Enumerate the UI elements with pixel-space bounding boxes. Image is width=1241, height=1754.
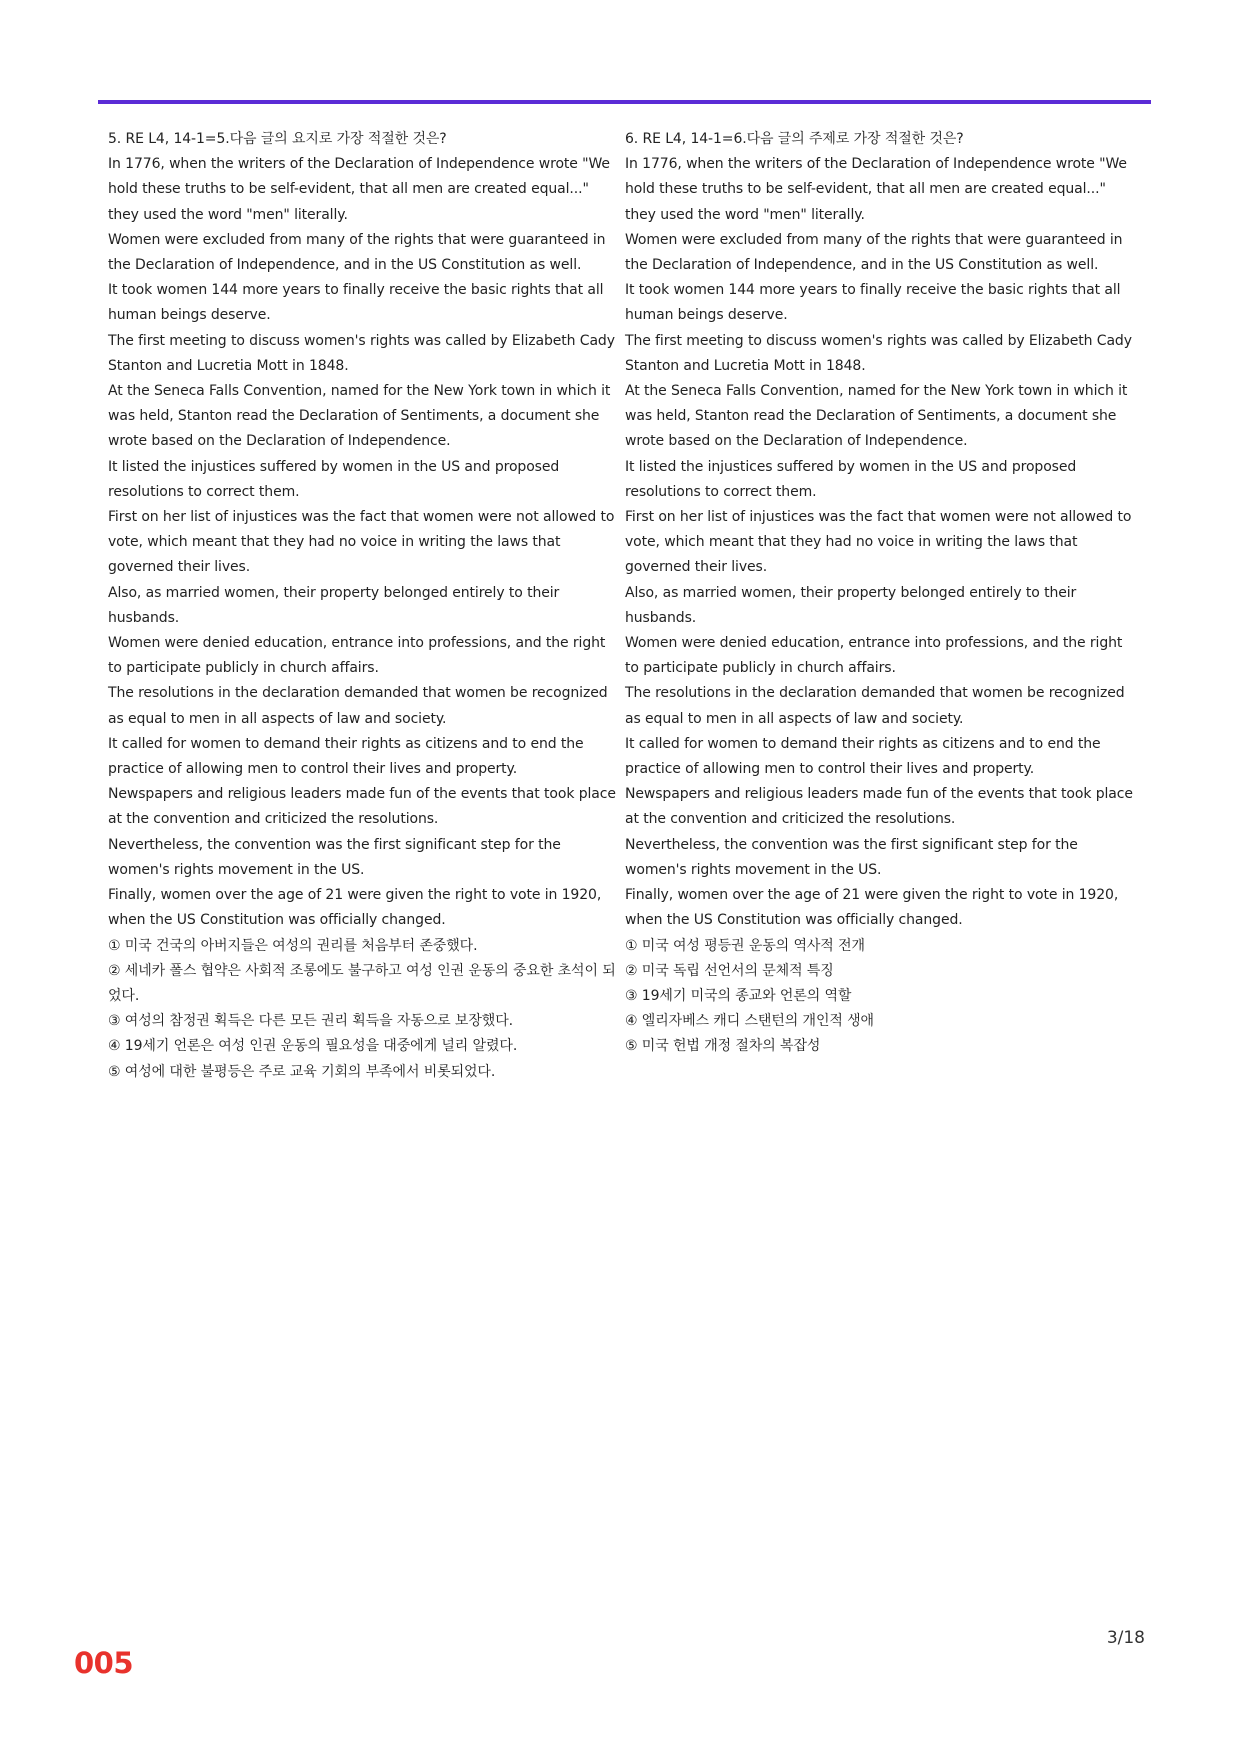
top-divider <box>98 100 1151 104</box>
passage-sentence: At the Seneca Falls Convention, named for the New York town in which it was held, Stanton read the Declaration of Sentiments, a document she wrote based on the Declaration of Independence. <box>625 383 1128 450</box>
passage-sentence: Nevertheless, the convention was the first significant step for the women's rights movement in the US. <box>625 836 1078 878</box>
passage-sentence: The first meeting to discuss women's rights was called by Elizabeth Cady Stanton and Lucretia Mott in 1848. <box>625 332 1132 374</box>
passage-sentence: Women were denied education, entrance into professions, and the right to participate publicly in church affairs. <box>625 635 1123 677</box>
answer-option: ② 세네카 폴스 협약은 사회적 조롱에도 불구하고 여성 인권 운동의 중요한 초석이 되었다. <box>108 962 616 1004</box>
passage-sentence: It took women 144 more years to finally receive the basic rights that all human beings deserve. <box>625 282 1121 324</box>
answer-option: ⑤ 미국 헌법 개정 절차의 복잡성 <box>625 1038 821 1055</box>
passage-sentence: The resolutions in the declaration demanded that women be recognized as equal to men in all aspects of law and society. <box>108 685 608 727</box>
passage-sentence: First on her list of injustices was the fact that women were not allowed to vote, which meant that they had no voice in writing the laws that governed their lives. <box>108 509 615 576</box>
answer-option: ④ 엘리자베스 캐디 스탠턴의 개인적 생애 <box>625 1013 874 1030</box>
passage-sentence: Women were denied education, entrance into professions, and the right to participate publicly in church affairs. <box>108 635 606 677</box>
page-code-label: 005 <box>74 1646 134 1680</box>
question-title: 6. RE L4, 14-1=6.다음 글의 주제로 가장 적절한 것은? <box>625 131 964 147</box>
passage-sentence: Women were excluded from many of the rights that were guaranteed in the Declaration of Independence, and in the US Constitution as well. <box>625 231 1123 274</box>
answer-option: ④ 19세기 언론은 여성 인권 운동의 필요성을 대중에게 널리 알렸다. <box>108 1038 518 1055</box>
passage-sentence: In 1776, when the writers of the Declaration of Independence wrote "We hold these truths to be self-evident, that all men are created equal..." they used the word "men" literally. <box>108 156 610 223</box>
passage-sentence: Newspapers and religious leaders made fun of the events that took place at the convention and criticized the resolutions. <box>108 786 616 828</box>
question-title: 5. RE L4, 14-1=5.다음 글의 요지로 가장 적절한 것은? <box>108 131 447 147</box>
passage-sentence: Newspapers and religious leaders made fun of the events that took place at the convention and criticized the resolutions. <box>625 786 1133 828</box>
answer-option: ⑤ 여성에 대한 불평등은 주로 교육 기회의 부족에서 비롯되었다. <box>108 1063 496 1080</box>
passage-sentence: Women were excluded from many of the rights that were guaranteed in the Declaration of Independence, and in the US Constitution as well. <box>108 231 606 274</box>
answer-option: ② 미국 독립 선언서의 문체적 특징 <box>625 962 834 979</box>
question-6-column <box>625 127 1137 1060</box>
passage-sentence: At the Seneca Falls Convention, named for the New York town in which it was held, Stanton read the Declaration of Sentiments, a document she wrote based on the Declaration of Independence. <box>108 383 611 450</box>
passage-sentence: Finally, women over the age of 21 were given the right to vote in 1920, when the US Constitution was officially changed. <box>108 887 602 929</box>
answer-option: ① 미국 여성 평등권 운동의 역사적 전개 <box>625 937 865 954</box>
passage-sentence: Nevertheless, the convention was the first significant step for the women's rights movement in the US. <box>108 836 561 878</box>
answer-option: ③ 여성의 참정권 획득은 다른 모든 권리 획득을 자동으로 보장했다. <box>108 1013 513 1030</box>
page-number: 3/18 <box>1106 1628 1145 1648</box>
passage-sentence: In 1776, when the writers of the Declaration of Independence wrote "We hold these truths to be self-evident, that all men are created equal..." they used the word "men" literally. <box>625 156 1127 223</box>
passage-sentence: It called for women to demand their rights as citizens and to end the practice of allowing men to control their lives and property. <box>108 735 584 778</box>
passage-sentence: It took women 144 more years to finally receive the basic rights that all human beings deserve. <box>108 282 604 324</box>
passage-sentence: It listed the injustices suffered by women in the US and proposed resolutions to correct them. <box>625 458 1077 500</box>
passage-sentence: The resolutions in the declaration demanded that women be recognized as equal to men in all aspects of law and society. <box>625 685 1125 727</box>
passage-sentence: Also, as married women, their property belonged entirely to their husbands. <box>108 584 560 626</box>
question-5-column <box>108 127 620 1085</box>
passage-sentence: First on her list of injustices was the fact that women were not allowed to vote, which meant that they had no voice in writing the laws that governed their lives. <box>625 509 1132 576</box>
passage-sentence: Finally, women over the age of 21 were given the right to vote in 1920, when the US Constitution was officially changed. <box>625 887 1119 929</box>
passage-sentence: Also, as married women, their property belonged entirely to their husbands. <box>625 584 1077 626</box>
answer-option: ③ 19세기 미국의 종교와 언론의 역할 <box>625 987 852 1004</box>
passage-sentence: It called for women to demand their rights as citizens and to end the practice of allowing men to control their lives and property. <box>625 735 1101 778</box>
answer-option: ① 미국 건국의 아버지들은 여성의 권리를 처음부터 존중했다. <box>108 937 478 954</box>
passage-sentence: The first meeting to discuss women's rights was called by Elizabeth Cady Stanton and Lucretia Mott in 1848. <box>108 332 615 374</box>
passage-sentence: It listed the injustices suffered by women in the US and proposed resolutions to correct them. <box>108 458 560 500</box>
